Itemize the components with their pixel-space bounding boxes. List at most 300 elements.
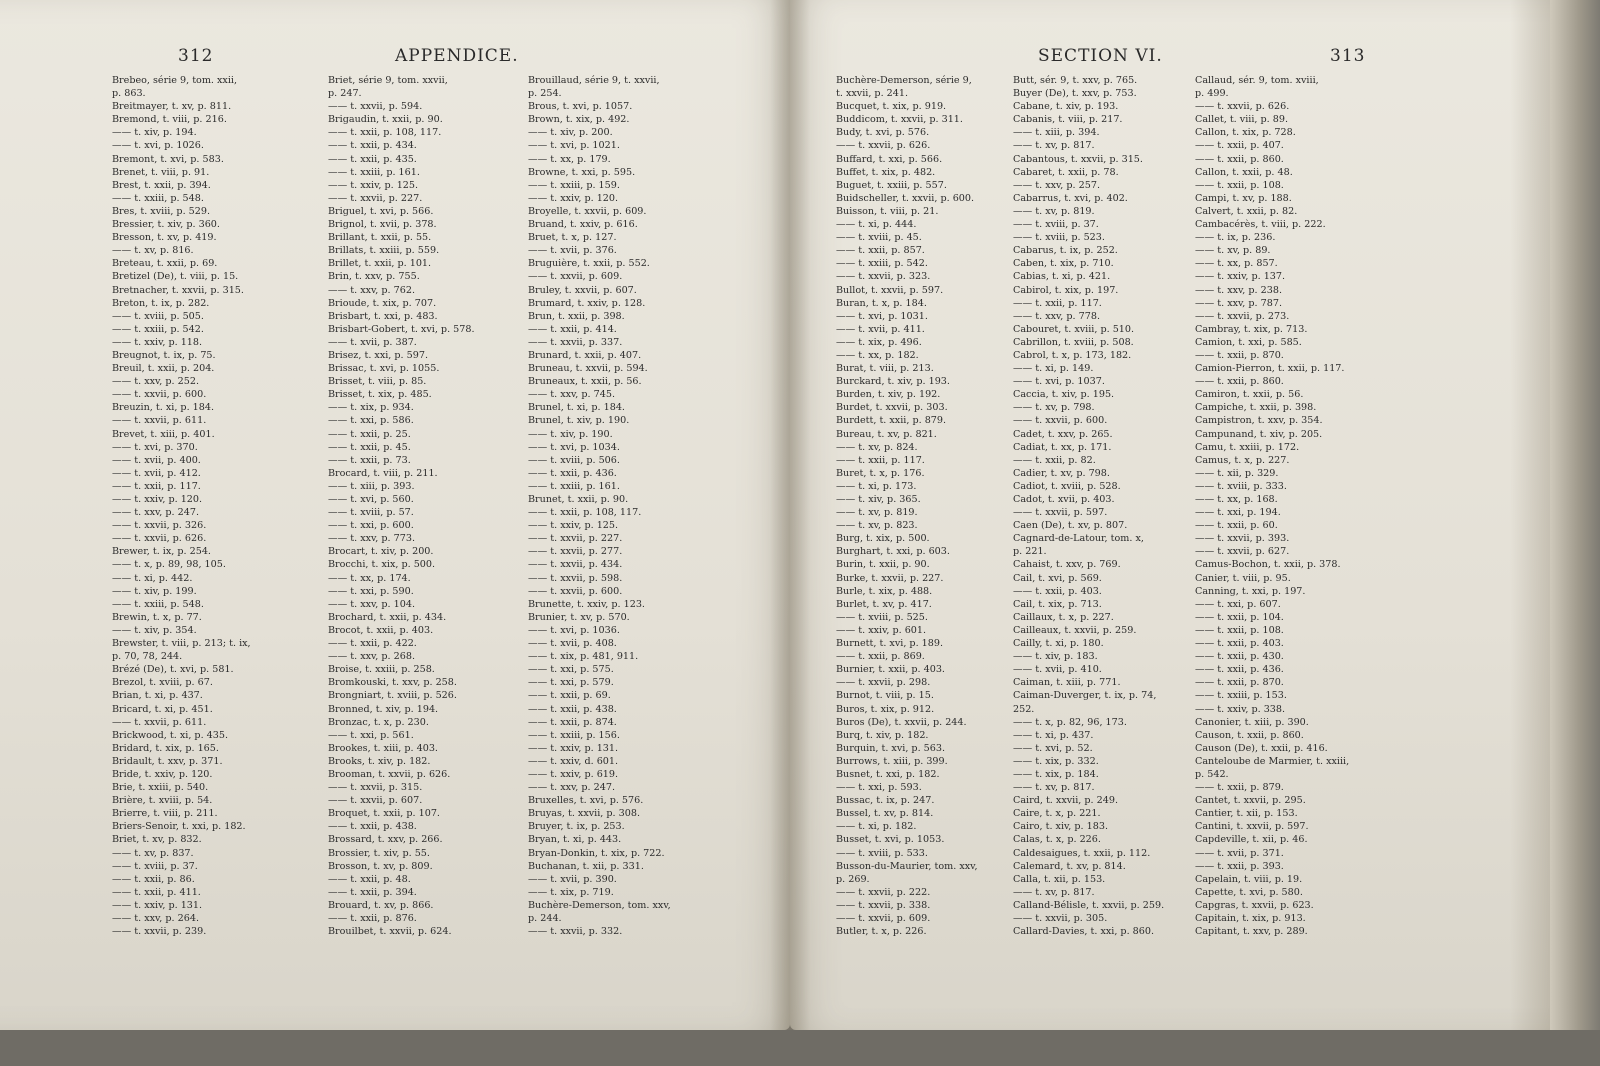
index-entry: —— t. xxiii, p. 542. (112, 323, 204, 335)
index-entry: —— t. xxii, p. 436. (528, 467, 617, 479)
index-entry: —— t. xxvii, p. 434. (528, 559, 623, 571)
index-entry: Cail, t. xvi, p. 569. (1013, 572, 1102, 584)
index-entry: Brierre, t. viii, p. 211. (112, 808, 218, 820)
index-entry: —— t. xxiii, p. 159. (528, 179, 620, 191)
index-entry: —— t. xiv, p. 183. (1013, 651, 1098, 663)
index-entry: —— t. xxv, p. 247. (112, 507, 199, 519)
index-entry: —— t. xxii, p. 48. (328, 873, 411, 885)
index-entry: —— t. xxv, p. 104. (328, 598, 415, 610)
index-entry: —— t. xxii, p. 104. (1195, 611, 1284, 623)
index-entry: Callon, t. xxii, p. 48. (1195, 166, 1293, 178)
index-entry: Burden, t. xiv, p. 192. (836, 389, 941, 401)
index-entry: Calas, t. x, p. 226. (1013, 834, 1101, 846)
index-entry: Callet, t. viii, p. 89. (1195, 114, 1289, 126)
index-entry: Brocard, t. viii, p. 211. (328, 467, 438, 479)
index-entry: p. 863. (112, 88, 146, 100)
index-entry: —— t. xxii, p. 860. (1195, 376, 1284, 388)
index-entry: —— t. xxvii, p. 627. (1195, 546, 1290, 558)
index-entry: —— t. xxi, p. 586. (328, 415, 414, 427)
index-entry: Brigaudin, t. xxii, p. 90. (328, 114, 443, 126)
index-entry: —— t. xviii, p. 525. (836, 611, 928, 623)
index-entry: —— t. xvii, p. 371. (1195, 847, 1284, 859)
index-entry: —— t. xxii, p. 435. (328, 153, 417, 165)
index-entry: Burke, t. xxvii, p. 227. (836, 572, 944, 584)
index-entry: Brous, t. xvi, p. 1057. (528, 101, 633, 113)
index-entry: —— t. xiv, p. 365. (836, 494, 921, 505)
index-entry: —— t. xiv, p. 190. (528, 428, 613, 440)
index-entry: Brunette, t. xxiv, p. 123. (528, 598, 645, 610)
index-entry: —— t. xxiii, p. 548. (112, 598, 204, 610)
index-entry: Bruyer, t. ix, p. 253. (528, 821, 625, 833)
index-entry: Bullot, t. xxvii, p. 597. (836, 284, 944, 296)
index-entry: Brunel, t. xi, p. 184. (528, 402, 625, 414)
index-entry: —— t. xxvii, p. 607. (328, 795, 423, 807)
index-entry: Bresson, t. xv, p. 419. (112, 232, 217, 244)
index-entry: Brouard, t. xv, p. 866. (328, 899, 434, 911)
index-entry: —— t. xxii, p. 438. (328, 821, 417, 833)
index-entry: Brocchi, t. xix, p. 500. (328, 559, 436, 571)
index-entry: —— t. xxi, p. 593. (836, 782, 922, 794)
index-entry: —— t. xv, p. 89. (1195, 245, 1271, 257)
index-entry: Burlet, t. xv, p. 417. (836, 598, 932, 610)
index-entry: Brillet, t. xxii, p. 101. (328, 258, 432, 270)
index-entry: —— t. xxiv, p. 619. (528, 768, 619, 780)
index-entry: —— t. xxiii, p. 548. (112, 192, 204, 204)
index-entry: —— t. xxvii, p. 227. (528, 533, 623, 545)
index-entry: Cahaist, t. xxv, p. 769. (1013, 559, 1121, 571)
index-entry: Burrows, t. xiii, p. 399. (836, 755, 948, 767)
index-entry: Callard-Davies, t. xxi, p. 860. (1013, 926, 1155, 938)
index-entry: —— t. xxii, p. 69. (528, 690, 611, 702)
index-entry: Cailleaux, t. xxvii, p. 259. (1013, 624, 1137, 636)
index-entry: —— t. xxv, p. 762. (328, 284, 415, 296)
index-entry: —— t. xxiv, p. 120. (112, 494, 203, 505)
index-entry: —— t. xxii, p. 411. (112, 886, 201, 898)
index-entry: —— t. xv, p. 819. (1013, 205, 1095, 217)
index-entry: Brin, t. xxv, p. 755. (328, 271, 420, 283)
index-entry: Calvert, t. xxii, p. 82. (1195, 205, 1298, 217)
index-entry: Burq, t. xiv, p. 182. (836, 729, 929, 741)
index-entry: —— t. xxii, p. 407. (1195, 140, 1284, 152)
index-entry: —— t. xviii, p. 45. (836, 232, 922, 244)
index-entry: —— t. xxv, p. 238. (1195, 284, 1282, 296)
index-entry: Bruet, t. x, p. 127. (528, 232, 617, 244)
index-entry: —— t. xxvii, p. 338. (836, 899, 931, 911)
running-title-right: SECTION VI. (1038, 46, 1163, 66)
index-entry: p. 542. (1195, 768, 1229, 780)
index-entry: Buros, t. xix, p. 912. (836, 703, 935, 715)
index-entry: —— t. xxii, p. 876. (328, 913, 417, 924)
index-entry: —— t. xxvii, p. 332. (528, 926, 623, 938)
index-entry: Budy, t. xvi, p. 576. (836, 127, 930, 139)
index-entry: Burquin, t. xvi, p. 563. (836, 742, 946, 754)
index-entry: —— t. xi, p. 444. (836, 219, 917, 231)
index-entry: Brewer, t. ix, p. 254. (112, 546, 211, 558)
index-entry: —— t. xvii, p. 411. (836, 323, 925, 335)
index-entry: —— t. xxvii, p. 393. (1195, 533, 1290, 545)
page-edge (1550, 0, 1600, 1040)
index-entry: Bruguière, t. xxii, p. 552. (528, 258, 650, 270)
index-entry: —— t. xiii, p. 393. (328, 480, 415, 492)
index-entry: Camiron, t. xxii, p. 56. (1195, 389, 1304, 401)
index-entry: —— t. xvi, p. 1026. (112, 140, 204, 152)
index-entry: Burle, t. xix, p. 488. (836, 585, 933, 597)
index-entry: Brignol, t. xvii, p. 378. (328, 219, 437, 231)
index-entry: Capitant, t. xxv, p. 289. (1195, 926, 1308, 938)
index-entry: —— t. x, p. 82, 96, 173. (1013, 716, 1127, 728)
index-entry: Burg, t. xix, p. 500. (836, 533, 930, 545)
index-entry: —— t. xiv, p. 199. (112, 585, 197, 597)
index-entry: —— t. xi, p. 149. (1013, 363, 1094, 375)
index-entry: —— t. xvii, p. 390. (528, 873, 617, 885)
index-entry: Briguel, t. xvi, p. 566. (328, 205, 434, 217)
index-entry: —— t. xxvii, p. 277. (528, 546, 623, 558)
running-title-left: APPENDICE. (395, 46, 519, 66)
index-entry: —— t. xv, p. 816. (112, 245, 194, 257)
index-entry: —— t. xix, p. 719. (528, 886, 614, 898)
index-entry: —— t. xxii, p. 394. (328, 886, 417, 898)
index-entry: —— t. xi, p. 437. (1013, 729, 1094, 741)
index-entry: Cadier, t. xv, p. 798. (1013, 467, 1110, 479)
index-entry: —— t. xvi, p. 370. (112, 441, 198, 453)
index-entry: Campiche, t. xxii, p. 398. (1195, 402, 1317, 414)
index-entry: —— t. xiv, p. 200. (528, 127, 613, 139)
index-entry: —— t. xxii, p. 117. (836, 454, 925, 466)
index-entry: Brisez, t. xxi, p. 597. (328, 349, 429, 361)
index-entry: Brocart, t. xiv, p. 200. (328, 546, 434, 558)
index-entry: Causon (De), t. xxii, p. 416. (1195, 742, 1328, 754)
index-entry: p. 244. (528, 913, 562, 924)
index-entry: Bureau, t. xv, p. 821. (836, 428, 937, 440)
index-entry: Brézé (De), t. xvi, p. 581. (112, 664, 234, 676)
index-entry: —— t. xxii, p. 86. (112, 873, 195, 885)
index-entry: —— t. xxiv, p. 125. (328, 179, 419, 191)
index-entry: Buddicom, t. xxvii, p. 311. (836, 114, 963, 126)
index-entry: Breuzin, t. xi, p. 184. (112, 402, 215, 414)
index-entry: —— t. xx, p. 179. (528, 153, 611, 165)
index-entry: —— t. xxii, p. 403. (1195, 638, 1284, 650)
index-entry: —— t. xviii, p. 533. (836, 847, 928, 859)
index-entry: Buffet, t. xix, p. 482. (836, 166, 936, 178)
index-entry: Brian, t. xi, p. 437. (112, 690, 203, 702)
index-entry: —— t. xviii, p. 333. (1195, 480, 1287, 492)
index-entry: Cantier, t. xii, p. 153. (1195, 808, 1298, 820)
index-entry: —— t. xxiv, p. 338. (1195, 703, 1286, 715)
index-entry: —— t. xxiv, p. 118. (112, 336, 203, 348)
index-entry: Brissac, t. xvi, p. 1055. (328, 363, 440, 375)
index-entry: —— t. xv, p. 817. (1013, 782, 1095, 794)
index-entry: Briet, t. xv, p. 832. (112, 834, 202, 846)
index-entry: —— t. xiv, p. 194. (112, 127, 197, 139)
index-entry: Caillaux, t. x, p. 227. (1013, 611, 1114, 623)
index-entry: Brumard, t. xxiv, p. 128. (528, 297, 646, 309)
index-entry: —— t. xxiv, d. 601. (528, 755, 619, 767)
index-entry: Cabrillon, t. xviii, p. 508. (1013, 336, 1134, 348)
index-entry: —— t. xxiii, p. 161. (328, 166, 420, 178)
index-entry: —— t. xviii, p. 57. (328, 507, 414, 519)
index-entry: —— t. xxv, p. 252. (112, 376, 199, 388)
index-entry: Brisset, t. xix, p. 485. (328, 389, 432, 401)
index-entry: Brillats, t. xxiii, p. 559. (328, 245, 440, 257)
index-entry: Bromkouski, t. xxv, p. 258. (328, 677, 457, 689)
index-entry: Brongniart, t. xviii, p. 526. (328, 690, 457, 702)
index-entry: —— t. xvi, p. 1037. (1013, 376, 1105, 388)
index-entry: Brenet, t. viii, p. 91. (112, 166, 210, 178)
index-entry: Buret, t. x, p. 176. (836, 467, 925, 479)
index-entry: —— t. xv, p. 824. (836, 441, 918, 453)
index-entry: Breugnot, t. ix, p. 75. (112, 349, 216, 361)
index-entry: Cabrol, t. x, p. 173, 182. (1013, 349, 1132, 361)
index-entry: —— t. xviii, p. 523. (1013, 232, 1105, 244)
index-entry: —— t. xv, p. 837. (112, 847, 194, 859)
index-entry: Caird, t. xxvii, p. 249. (1013, 795, 1118, 807)
index-entry: Brie, t. xxiii, p. 540. (112, 782, 209, 794)
index-entry: Camus-Bochon, t. xxii, p. 378. (1195, 559, 1341, 571)
index-entry: —— t. xxvii, p. 337. (528, 336, 623, 348)
index-entry: Broise, t. xxiii, p. 258. (328, 664, 435, 676)
index-entry: Cabarus, t. ix, p. 252. (1013, 245, 1118, 257)
index-entry: —— t. xxii, p. 108. (1195, 624, 1284, 636)
index-entry: —— t. xxii, p. 857. (836, 245, 925, 257)
index-entry: —— t. xxv, p. 247. (528, 782, 615, 794)
index-entry: —— t. xxi, p. 579. (528, 677, 614, 689)
index-entry: Caiman, t. xiii, p. 771. (1013, 677, 1121, 689)
index-entry: —— t. xix, p. 184. (1013, 768, 1099, 780)
index-entry: Brevet, t. xiii, p. 401. (112, 428, 215, 440)
index-entry: —— t. xxiv, p. 137. (1195, 271, 1286, 283)
index-entry: Brewster, t. viii, p. 213; t. ix, (112, 638, 251, 650)
index-entry: —— t. xvi, p. 1036. (528, 624, 620, 636)
index-entry: Cadiot, t. xviii, p. 528. (1013, 480, 1121, 492)
index-entry: —— t. xv, p. 817. (1013, 140, 1095, 152)
index-entry: Burat, t. viii, p. 213. (836, 363, 934, 375)
index-entry: Bricard, t. xi, p. 451. (112, 703, 213, 715)
index-entry: Buidscheller, t. xxvii, p. 600. (836, 192, 975, 204)
index-entry: —— t. xxvii, p. 600. (1013, 415, 1108, 427)
index-entry: Bres, t. xviii, p. 529. (112, 205, 211, 217)
index-entry: Camus, t. x, p. 227. (1195, 454, 1290, 466)
index-entry: Brocot, t. xxii, p. 403. (328, 624, 434, 636)
index-entry: —— t. xxiii, p. 153. (1195, 690, 1287, 702)
index-entry: —— t. xxi, p. 600. (328, 520, 414, 532)
book-gutter (770, 0, 810, 1040)
index-entry: —— t. xxvii, p. 600. (528, 585, 623, 597)
index-entry: —— t. xxvii, p. 305. (1013, 913, 1108, 924)
index-entry: Causon, t. xxii, p. 860. (1195, 729, 1304, 741)
index-entry: —— t. xix, p. 934. (328, 402, 414, 414)
index-entry: —— t. xxv, p. 773. (328, 533, 415, 545)
index-entry: —— t. xi, p. 173. (836, 480, 917, 492)
index-column-3 (528, 74, 706, 938)
index-entry: —— t. x, p. 89, 98, 105. (112, 559, 226, 571)
index-entry: Busson-du-Maurier, tom. xxv, (836, 860, 978, 872)
index-entry: —— t. xxvii, p. 611. (112, 415, 207, 427)
index-entry: —— t. xxii, p. 879. (1195, 782, 1284, 794)
index-entry: —— t. xviii, p. 37. (1013, 219, 1099, 231)
index-entry: Brochard, t. xxii, p. 434. (328, 611, 447, 623)
index-entry: —— t. xxvii, p. 326. (112, 520, 207, 532)
index-entry: —— t. xvi, p. 1031. (836, 310, 928, 322)
index-entry: Buisson, t. viii, p. 21. (836, 205, 939, 217)
index-entry: —— t. xxvii, p. 611. (112, 716, 207, 728)
index-entry: —— t. xxii, p. 25. (328, 428, 411, 440)
index-entry: —— t. xii, p. 329. (1195, 467, 1279, 479)
index-entry: Capdeville, t. xii, p. 46. (1195, 834, 1308, 846)
index-entry: —— t. xxii, p. 108. (1195, 179, 1284, 191)
index-entry: Camu, t. xxiii, p. 172. (1195, 441, 1300, 453)
index-column-2 (328, 74, 506, 938)
index-entry: Brooks, t. xiv, p. 182. (328, 755, 431, 767)
index-entry: Capgras, t. xxvii, p. 623. (1195, 899, 1314, 911)
index-entry: Cambacérès, t. viii, p. 222. (1195, 219, 1326, 231)
page-number-left: 312 (178, 46, 214, 66)
left-page (0, 0, 790, 1030)
table-surface (0, 1030, 1600, 1066)
index-entry: p. 247. (328, 88, 362, 100)
index-entry: —— t. xxv, p. 778. (1013, 310, 1100, 322)
index-entry: —— t. xx, p. 182. (836, 349, 919, 361)
index-entry: Cantini, t. xxvii, p. 597. (1195, 821, 1309, 833)
index-entry: Brunel, t. xiv, p. 190. (528, 415, 630, 427)
index-entry: Campunand, t. xiv, p. 205. (1195, 428, 1323, 440)
index-entry: Campistron, t. xxv, p. 354. (1195, 415, 1323, 427)
index-column-6 (1195, 74, 1373, 938)
index-column-4 (836, 74, 1014, 938)
index-entry: Calemard, t. xv, p. 814. (1013, 860, 1126, 872)
index-entry: Canteloube de Marmier, t. xxiii, (1195, 755, 1350, 767)
index-entry: —— t. xxii, p. 60. (1195, 520, 1278, 532)
index-entry: —— t. xxvii, p. 323. (836, 271, 931, 283)
index-entry: Bronzac, t. x, p. 230. (328, 716, 429, 728)
index-entry: Bruley, t. xxvii, p. 607. (528, 284, 637, 296)
index-entry: Brossier, t. xiv, p. 55. (328, 847, 430, 859)
index-entry: —— t. xvii, p. 400. (112, 454, 201, 466)
index-entry: Cambray, t. xix, p. 713. (1195, 323, 1308, 335)
index-entry: Cantet, t. xxvii, p. 295. (1195, 795, 1306, 807)
index-entry: Bretnacher, t. xxvii, p. 315. (112, 284, 244, 296)
index-entry: —— t. xxi, p. 194. (1195, 507, 1281, 519)
index-entry: Bussac, t. ix, p. 247. (836, 795, 935, 807)
index-entry: —— t. xxvii, p. 609. (528, 271, 623, 283)
index-entry: Brun, t. xxii, p. 398. (528, 310, 625, 322)
index-entry: Bryan, t. xi, p. 443. (528, 834, 622, 846)
index-entry: Brewin, t. x, p. 77. (112, 611, 202, 623)
index-entry: Caccia, t. xiv, p. 195. (1013, 389, 1115, 401)
index-entry: Burdet, t. xxvii, p. 303. (836, 402, 948, 414)
index-entry: —— t. xxii, p. 430. (1195, 651, 1284, 663)
index-entry: Bruxelles, t. xvi, p. 576. (528, 795, 644, 807)
index-entry: p. 221. (1013, 546, 1047, 558)
index-entry: Brunard, t. xxii, p. 407. (528, 349, 642, 361)
index-entry: Bridard, t. xix, p. 165. (112, 742, 219, 754)
index-entry: —— t. xxiv, p. 125. (528, 520, 619, 532)
index-entry: —— t. xxv, p. 787. (1195, 297, 1282, 309)
index-entry: Breteau, t. xxii, p. 69. (112, 258, 218, 270)
index-entry: —— t. xxvii, p. 597. (1013, 507, 1108, 519)
index-entry: Bussel, t. xv, p. 814. (836, 808, 934, 820)
index-entry: —— t. xxii, p. 874. (528, 716, 617, 728)
index-entry: Bretizel (De), t. viii, p. 15. (112, 271, 239, 283)
index-entry: Burghart, t. xxi, p. 603. (836, 546, 950, 558)
index-entry: Buyer (De), t. xxv, p. 753. (1013, 88, 1137, 100)
index-entry: —— t. xxv, p. 257. (1013, 179, 1100, 191)
index-entry: Brown, t. xix, p. 492. (528, 114, 630, 126)
index-entry: Brickwood, t. xi, p. 435. (112, 729, 229, 741)
index-entry: Burin, t. xxii, p. 90. (836, 559, 930, 571)
index-entry: t. xxvii, p. 241. (836, 88, 909, 100)
index-entry: —— t. xviii, p. 505. (112, 310, 204, 322)
index-entry: Bruand, t. xxiv, p. 616. (528, 219, 638, 231)
index-entry: Brebeo, série 9, tom. xxii, (112, 75, 238, 86)
index-entry: Brossard, t. xxv, p. 266. (328, 834, 443, 846)
index-entry: Bryan-Donkin, t. xix, p. 722. (528, 847, 665, 859)
index-entry: —— t. xxv, p. 268. (328, 651, 415, 663)
index-entry: Brezol, t. xviii, p. 67. (112, 677, 213, 689)
index-entry: —— t. xvi, p. 560. (328, 494, 414, 505)
index-entry: —— t. xviii, p. 506. (528, 454, 620, 466)
index-entry: —— t. xv, p. 823. (836, 520, 918, 532)
index-entry: —— t. xxvii, p. 315. (328, 782, 423, 794)
index-entry: —— t. xxi, p. 607. (1195, 598, 1281, 610)
index-entry: Briet, série 9, tom. xxvii, (328, 75, 448, 86)
index-entry: Cabirol, t. xix, p. 197. (1013, 284, 1119, 296)
index-entry: —— t. xxiii, p. 156. (528, 729, 620, 741)
index-entry: Brisbart-Gobert, t. xvi, p. 578. (328, 323, 475, 335)
index-entry: Cabouret, t. xviii, p. 510. (1013, 323, 1135, 335)
index-entry: Bruneaux, t. xxii, p. 56. (528, 376, 642, 388)
index-entry: —— t. xxiv, p. 131. (528, 742, 619, 754)
index-entry: Bruyas, t. xxvii, p. 308. (528, 808, 641, 820)
index-entry: Brisbart, t. xxi, p. 483. (328, 310, 438, 322)
index-entry: Broquet, t. xxii, p. 107. (328, 808, 440, 820)
page-number-right: 313 (1330, 46, 1366, 66)
index-entry: p. 70, 78, 244. (112, 651, 183, 663)
index-entry: Busset, t. xvi, p. 1053. (836, 834, 945, 846)
index-entry: —— t. xxii, p. 73. (328, 454, 411, 466)
index-entry: —— t. xxv, p. 264. (112, 913, 199, 924)
index-entry: —— t. xxii, p. 870. (1195, 677, 1284, 689)
index-entry: —— t. xxi, p. 590. (328, 585, 414, 597)
index-entry: —— t. xxvii, p. 609. (836, 913, 931, 924)
index-entry: Brillant, t. xxii, p. 55. (328, 232, 432, 244)
index-entry: —— t. xv, p. 798. (1013, 402, 1095, 414)
index-column-5 (1013, 74, 1191, 938)
index-entry: Cabias, t. xi, p. 421. (1013, 271, 1111, 283)
index-entry: Broyelle, t. xxvii, p. 609. (528, 205, 647, 217)
index-entry: —— t. xix, p. 481, 911. (528, 651, 639, 663)
index-entry: Breitmayer, t. xv, p. 811. (112, 101, 232, 113)
index-entry: —— t. xxvii, p. 239. (112, 926, 207, 938)
index-entry: Brière, t. xviii, p. 54. (112, 795, 213, 807)
index-entry: Brunet, t. xxii, p. 90. (528, 494, 629, 505)
index-entry: Brisset, t. viii, p. 85. (328, 376, 427, 388)
index-entry: —— t. xxvii, p. 222. (836, 886, 931, 898)
index-entry: —— t. xxii, p. 108, 117. (328, 127, 442, 139)
index-entry: Burdett, t. xxii, p. 879. (836, 415, 947, 427)
index-entry: Capette, t. xvi, p. 580. (1195, 886, 1303, 898)
index-entry: Caldesaigues, t. xxii, p. 112. (1013, 847, 1151, 859)
index-entry: Burnot, t. viii, p. 15. (836, 690, 934, 702)
index-entry: Canier, t. viii, p. 95. (1195, 572, 1291, 584)
index-entry: —— t. xxii, p. 860. (1195, 153, 1284, 165)
index-entry: Cairo, t. xiv, p. 183. (1013, 821, 1109, 833)
index-entry: —— t. xxii, p. 393. (1195, 860, 1284, 872)
index-entry: Cagnard-de-Latour, tom. x, (1013, 533, 1144, 545)
index-entry: Callon, t. xix, p. 728. (1195, 127, 1296, 139)
index-entry: Canning, t. xxi, p. 197. (1195, 585, 1306, 597)
index-entry: —— t. xxvii, p. 626. (1195, 101, 1290, 113)
index-entry: Calland-Bélisle, t. xxvii, p. 259. (1013, 899, 1165, 911)
